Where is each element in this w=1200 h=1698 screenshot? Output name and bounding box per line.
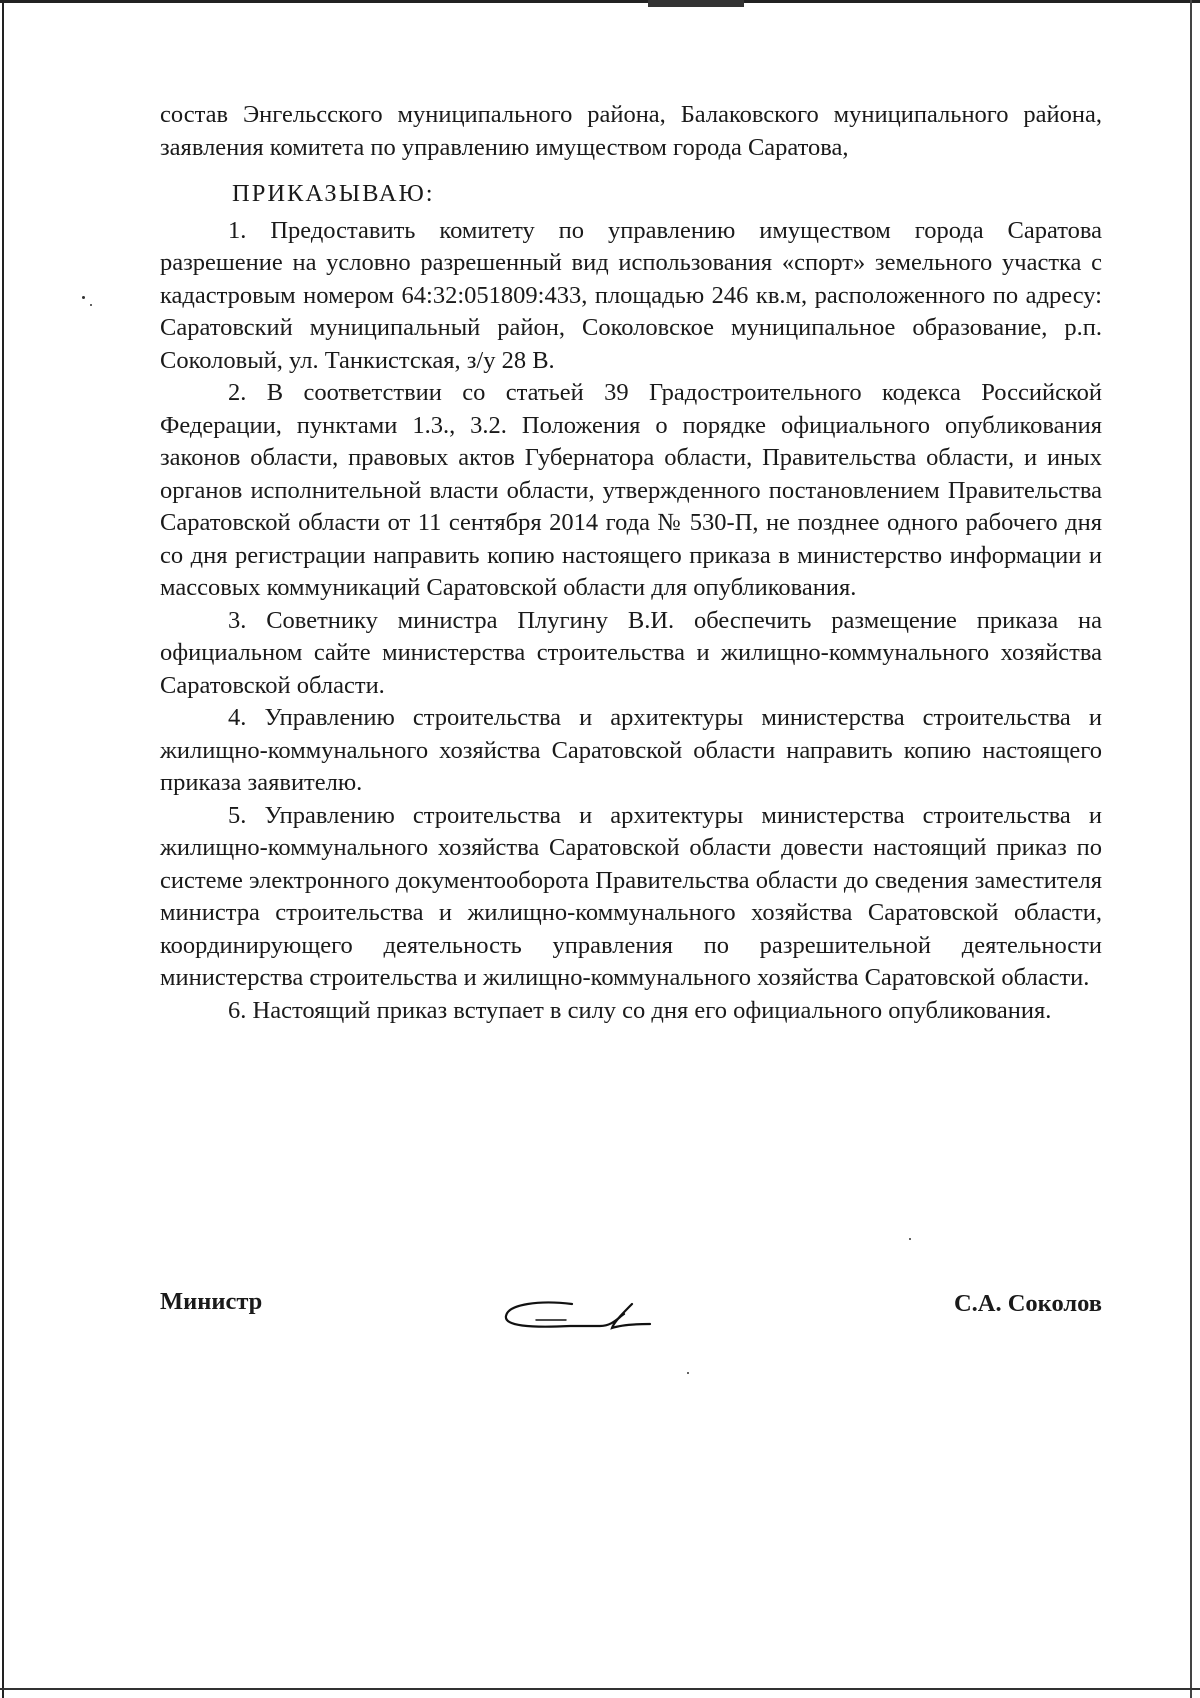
signature-block [160,1282,1102,1362]
scan-top-mark [648,0,744,7]
order-item-3: 3. Советнику министра Плугину В.И. обеспечить размещение приказа на официальном сайте министерства строительства и жилищно-коммунального хозяйства Саратовской области. [160,606,1102,699]
scan-border-bottom [0,1688,1200,1690]
scan-border-right [1190,0,1192,1698]
order-heading: ПРИКАЗЫВАЮ: [232,180,435,207]
scan-speck [687,1372,689,1374]
scan-speck [90,304,92,306]
scan-border-top [0,0,1200,3]
order-item-5: 5. Управлению строительства и архитектуры министерства строительства и жилищно-коммунального хозяйства Саратовской области довести настоящий приказ по системе электронного документооборота Правительства области до сведения заместителя министра строительства и жилищно-коммунального хозяйства Саратовской области, координирующего деятельность управления по разрешительной деятельности министерства строительства и жилищно-коммунального хозяйства Саратовской области. [160,801,1102,991]
scan-speck [82,296,85,299]
order-item-1: 1. Предоставить комитету по управлению имуществом города Саратова разрешение на условно разрешенный вид использования «спорт» земельного участка с кадастровым номером 64:32:051809:433, площадью 246 кв.м, расположенного по адресу: Саратовский муниципальный район, Соколовское муниципальное образование, р.п. Соколовый, ул. Танкистская, з/у 28 В. [160,216,1102,374]
intro-paragraph: состав Энгельсского муниципального района, Балаковского муниципального района, заявления комитета по управлению имуществом города Саратова, [160,101,1102,161]
scan-border-left [2,0,4,1698]
order-item-2: 2. В соответствии со статьей 39 Градостроительного кодекса Российской Федерации, пунктами 1.3., 3.2. Положения о порядке официального опубликования законов области, правовых актов Губернатора области, Правительства области, и иных органов исполнительной власти области, утвержденного постановлением Правительства Саратовской области от 11 сентября 2014 года № 530-П, не позднее одного рабочего дня со дня регистрации направить копию настоящего приказа в министерство информации и массовых коммуникаций Саратовской области для опубликования. [160,379,1102,601]
signatory-name: С.А. Соколов [953,1290,1102,1317]
order-item-4: 4. Управлению строительства и архитектуры министерства строительства и жилищно-коммунального хозяйства Саратовской области направить копию настоящего приказа заявителю. [160,704,1102,796]
order-item-6: 6. Настоящий приказ вступает в силу со дня его официального опубликования. [228,996,1052,1024]
scan-speck [909,1238,911,1240]
document-body [160,99,1102,1027]
handwritten-signature [500,1282,700,1342]
signatory-title: Министр [160,1288,263,1315]
